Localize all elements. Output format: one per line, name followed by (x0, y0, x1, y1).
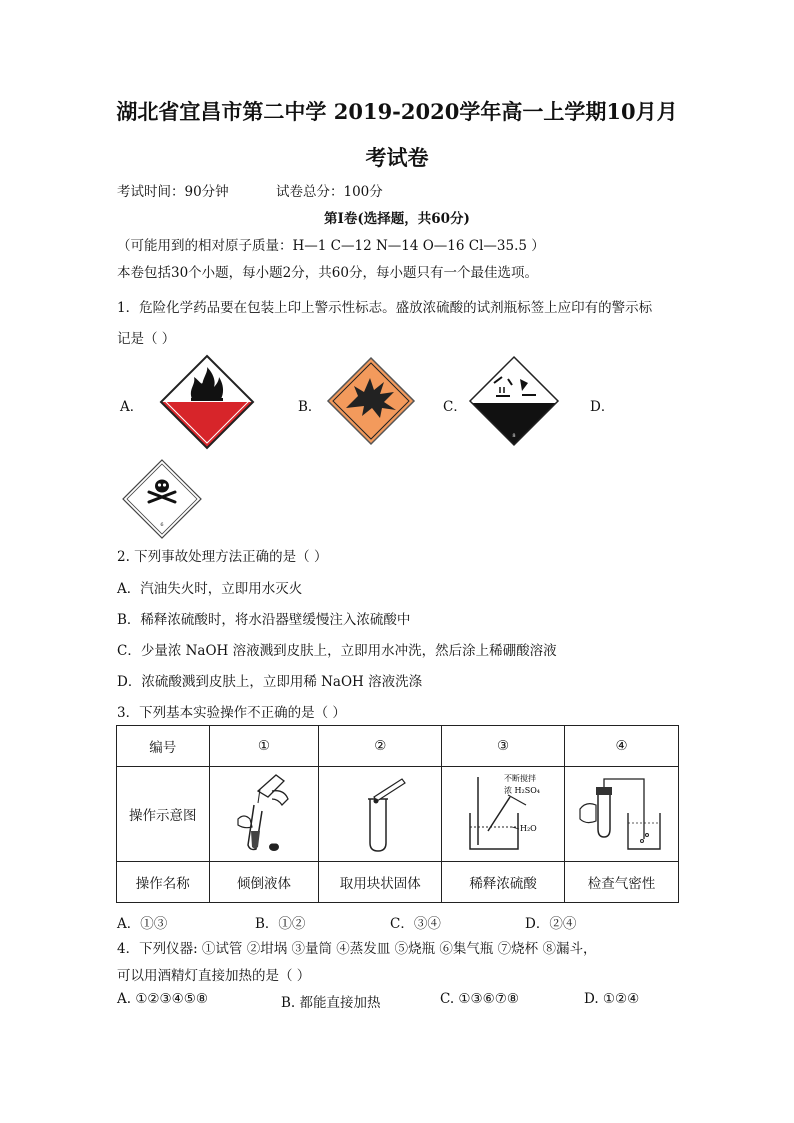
label-water: H₂O (520, 824, 537, 833)
q2-option-a: A．汽油失火时，立即用水灭火 (117, 581, 303, 597)
irritant-icon (326, 356, 416, 446)
label-stir: 不断搅拌 (504, 774, 537, 783)
table-cell-name-3: 稀释浓硫酸 (442, 862, 565, 903)
q1-stem: 1．危险化学药品要在包装上印上警示性标志。盛放浓硫酸的试剂瓶标签上应印有的警示标 (117, 300, 653, 316)
table-cell-name-4: 检查气密性 (565, 862, 679, 903)
row-header-diagram: 操作示意图 (117, 767, 210, 862)
diagram-dilute-acid (442, 767, 565, 862)
q2-option-c: C．少量浓 NaOH 溶液溅到皮肤上，立即用水冲洗，然后涂上稀硼酸溶液 (117, 643, 557, 659)
diagram-pouring-liquid (209, 767, 319, 862)
page-title-continued: 考试卷 (365, 145, 429, 170)
q4-option-b: B. 都能直接加热 (281, 995, 381, 1011)
q4-option-c: C. ①③⑥⑦⑧ (440, 991, 519, 1007)
q2-option-b: B．稀释浓硫酸时，将水沿器壁缓慢注入浓硫酸中 (117, 612, 411, 628)
section-heading: 第Ⅰ卷(选择题，共60分) (324, 211, 470, 227)
row-header-number: 编号 (117, 726, 210, 767)
q3-option-d: D．②④ (525, 916, 577, 932)
diagram-airtightness (565, 767, 679, 862)
table-cell-name-1: 倾倒液体 (209, 862, 319, 903)
q2-stem: 2. 下列事故处理方法正确的是（ ） (117, 549, 328, 565)
q3-option-c: C．③④ (390, 916, 441, 932)
corrosive-icon (468, 355, 560, 447)
label-acid: 浓 H₂SO₄ (504, 786, 541, 795)
svg-text:6: 6 (160, 522, 164, 528)
diagram-solid-tube (319, 767, 442, 862)
exam-score: 试卷总分：100分 (276, 184, 383, 200)
q4-option-a: A. ①②③④⑤⑧ (117, 991, 208, 1007)
test-tube-icon (340, 769, 420, 855)
instructions: 本卷包括30个小题，每小题2分，共60分，每小题只有一个最佳选项。 (117, 265, 538, 281)
row-header-name: 操作名称 (117, 862, 210, 903)
q4-stem: 4．下列仪器: ①试管 ②坩埚 ③量筒 ④蒸发皿 ⑤烧瓶 ⑥集气瓶 ⑦烧杯 ⑧漏斗， (117, 941, 597, 957)
q4-option-d: D. ①②④ (584, 991, 640, 1007)
operations-table (116, 725, 679, 903)
q4-stem-continued: 可以用酒精灯直接加热的是（ ） (117, 968, 311, 984)
atomic-masses: （可能用到的相对原子质量：H—1 C—12 N—14 O—16 Cl—35.5 ） (117, 238, 545, 254)
q1-stem-continued: 记是（ ） (117, 331, 176, 347)
q3-option-a: A．①③ (117, 916, 168, 932)
q1-option-b-label: B． (298, 399, 322, 415)
table-cell-number-3: ③ (442, 726, 565, 767)
dilution-beaker-icon (448, 769, 558, 855)
q1-option-a-label: A． (120, 399, 144, 415)
q3-stem: 3．下列基本实验操作不正确的是（ ） (117, 705, 346, 721)
table-cell-number-1: ① (209, 726, 319, 767)
q1-option-c-label: C． (443, 399, 467, 415)
pouring-liquid-icon (224, 769, 304, 855)
table-cell-name-2: 取用块状固体 (319, 862, 442, 903)
flammable-icon (158, 353, 256, 451)
q2-option-d: D．浓硫酸溅到皮肤上，立即用稀 NaOH 溶液洗涤 (117, 674, 423, 690)
table-cell-number-4: ④ (565, 726, 679, 767)
airtightness-icon (572, 769, 672, 855)
svg-text:8: 8 (512, 433, 516, 439)
exam-time: 考试时间：90分钟 (117, 184, 229, 200)
table-cell-number-2: ② (319, 726, 442, 767)
page-title: 湖北省宜昌市第二中学 2019-2020学年高一上学期10月月 (116, 99, 678, 124)
q3-option-b: B．①② (255, 916, 306, 932)
q1-option-d-label: D． (590, 399, 615, 415)
toxic-icon (121, 458, 203, 540)
